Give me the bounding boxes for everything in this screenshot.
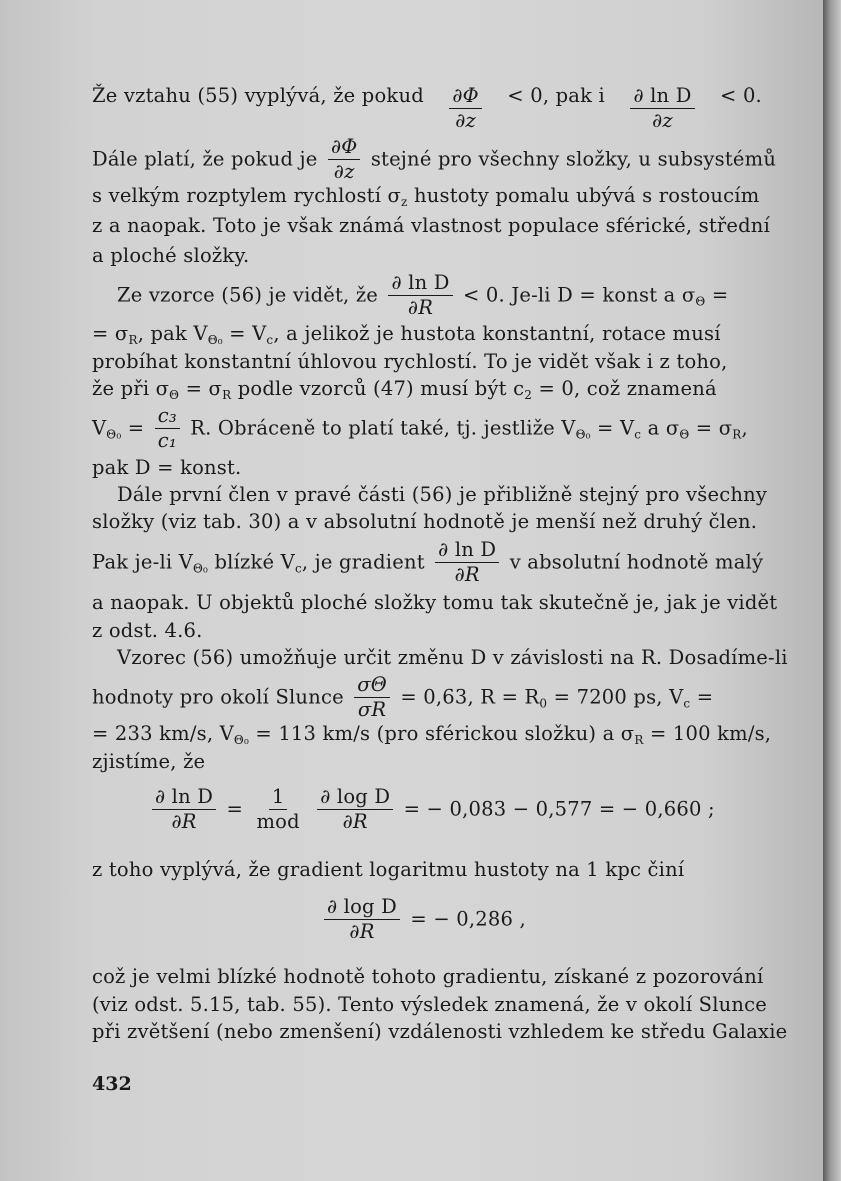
fraction-dphi-dz-2: $\frac{\partial\Phi}{\partial z}$ (328, 137, 360, 183)
fraction-dphi-dz: $\frac{\partial\Phi}{\partial z}$ (449, 86, 481, 132)
text-line-11: pak D = konst. (92, 456, 242, 479)
text-line-7: = $\sigma_R$, pak $V_{\Theta_0} = V_c$, a jelikož je hustota konstantní, rotace musí (92, 322, 721, 347)
text-line-16: z odst. 4.6. (92, 619, 203, 642)
fraction-dlnd-dr: $\frac{\text{∂ ln D}}{\partial R}$ (388, 273, 452, 319)
text-line-4: z a naopak. Toto je však známá vlastnost populace sférické, střední (92, 214, 770, 237)
l01-a: Že vztahu (55) vyplývá, že pokud (92, 84, 424, 107)
fraction-c3-c1: $\frac{\text{c₃}}{\text{c₁}}$ (155, 406, 180, 452)
text-line-10: $V_{\Theta_0}$ = $\frac{\text{c₃}}{\text{c₁}}$ R. Obráceně to platí také, tj. jestliže $V_{\Theta_0} = V_c$ a $\sigma_\Theta = \sigma_R$, (92, 404, 748, 453)
text-line-20: zjistíme, že (92, 750, 206, 773)
equation-gradient: $\frac{\text{∂ ln D}}{\partial R}$ = $\frac{1}{\text{mod}}$ $\frac{\text{∂ log D}}{\partial R}$ = − 0,083 − 0,577 = − 0,660 ; (148, 787, 715, 833)
fraction-dlnd-dz: $\frac{\text{∂ ln D}}{\partial z}$ (630, 86, 694, 132)
text-line-24: při zvětšení (nebo zmenšení) vzdálenosti vzhledem ke středu Galaxie (92, 1020, 788, 1043)
page-edge-shadow (823, 0, 841, 1181)
text-line-1 (92, 86, 762, 132)
text-line-15: a naopak. U objektů ploché složky tomu tak skutečně je, jak je vidět (92, 591, 778, 614)
text-line-21: z toho vyplývá, že gradient logaritmu hustoty na 1 kpc činí (92, 858, 685, 881)
text-line-5: a ploché složky. (92, 244, 250, 267)
text-line-12: Dále první člen v pravé části (56) je přibližně stejný pro všechny (117, 483, 768, 506)
text-line-2: Dále platí, že pokud je $\frac{\partial\Phi}{\partial z}$ stejné pro všechny složky, u subsystémů (92, 135, 777, 184)
text-line-14: Pak je-li $V_{\Theta_0}$ blízké $V_c$, je gradient $\frac{\text{∂ ln D}}{\partial R}$ v absolutní hodnotě malý (92, 538, 764, 587)
l01-b: < 0, pak i (507, 84, 605, 107)
text-line-18: hodnoty pro okolí Slunce $\frac{\sigma\Theta}{\sigma R}$ = 0,63, $R = R_0 = 7200$ ps, $V_c$ = (92, 673, 714, 722)
text-line-17: Vzorec (56) umožňuje určit změnu D v závislosti na R. Dosadíme-li (117, 646, 788, 669)
text-line-8: probíhat konstantní úhlovou rychlostí. To je vidět však i z toho, (92, 350, 728, 373)
fraction-sigma-ratio: $\frac{\sigma\Theta}{\sigma R}$ (354, 675, 390, 721)
text-line-9: že při $\sigma_\Theta = \sigma_R$ podle vzorců (47) musí být $c_2 = 0$, což znamená (92, 377, 717, 402)
equation-log-gradient: $\frac{\text{∂ log D}}{\partial R}$ = − 0,286 , (320, 897, 526, 943)
l01-c: < 0. (720, 84, 762, 107)
page-number: 432 (92, 1073, 132, 1095)
text-line-13: složky (viz tab. 30) a v absolutní hodnotě je menší než druhý člen. (92, 510, 758, 533)
text-line-23: (viz odst. 5.15, tab. 55). Tento výsledek znamená, že v okolí Slunce (92, 993, 768, 1016)
text-line-3: s velkým rozptylem rychlostí $\sigma_z$ hustoty pomalu ubývá s rostoucím (92, 184, 760, 209)
text-line-22: což je velmi blízké hodnotě tohoto gradientu, získané z pozorování (92, 965, 764, 988)
text-line-19: = 233 km/s, $V_{\Theta_0} = 113$ km/s (pro sférickou složku) a $\sigma_R = 100$ km/s, (92, 722, 772, 747)
fraction-dlnd-dr-2: $\frac{\text{∂ ln D}}{\partial R}$ (435, 540, 499, 586)
text-line-6: Ze vzorce (56) je vidět, že $\frac{\text{∂ ln D}}{\partial R}$ < 0. Je-li D = konst a $\sigma_\Theta$ = (117, 271, 729, 320)
